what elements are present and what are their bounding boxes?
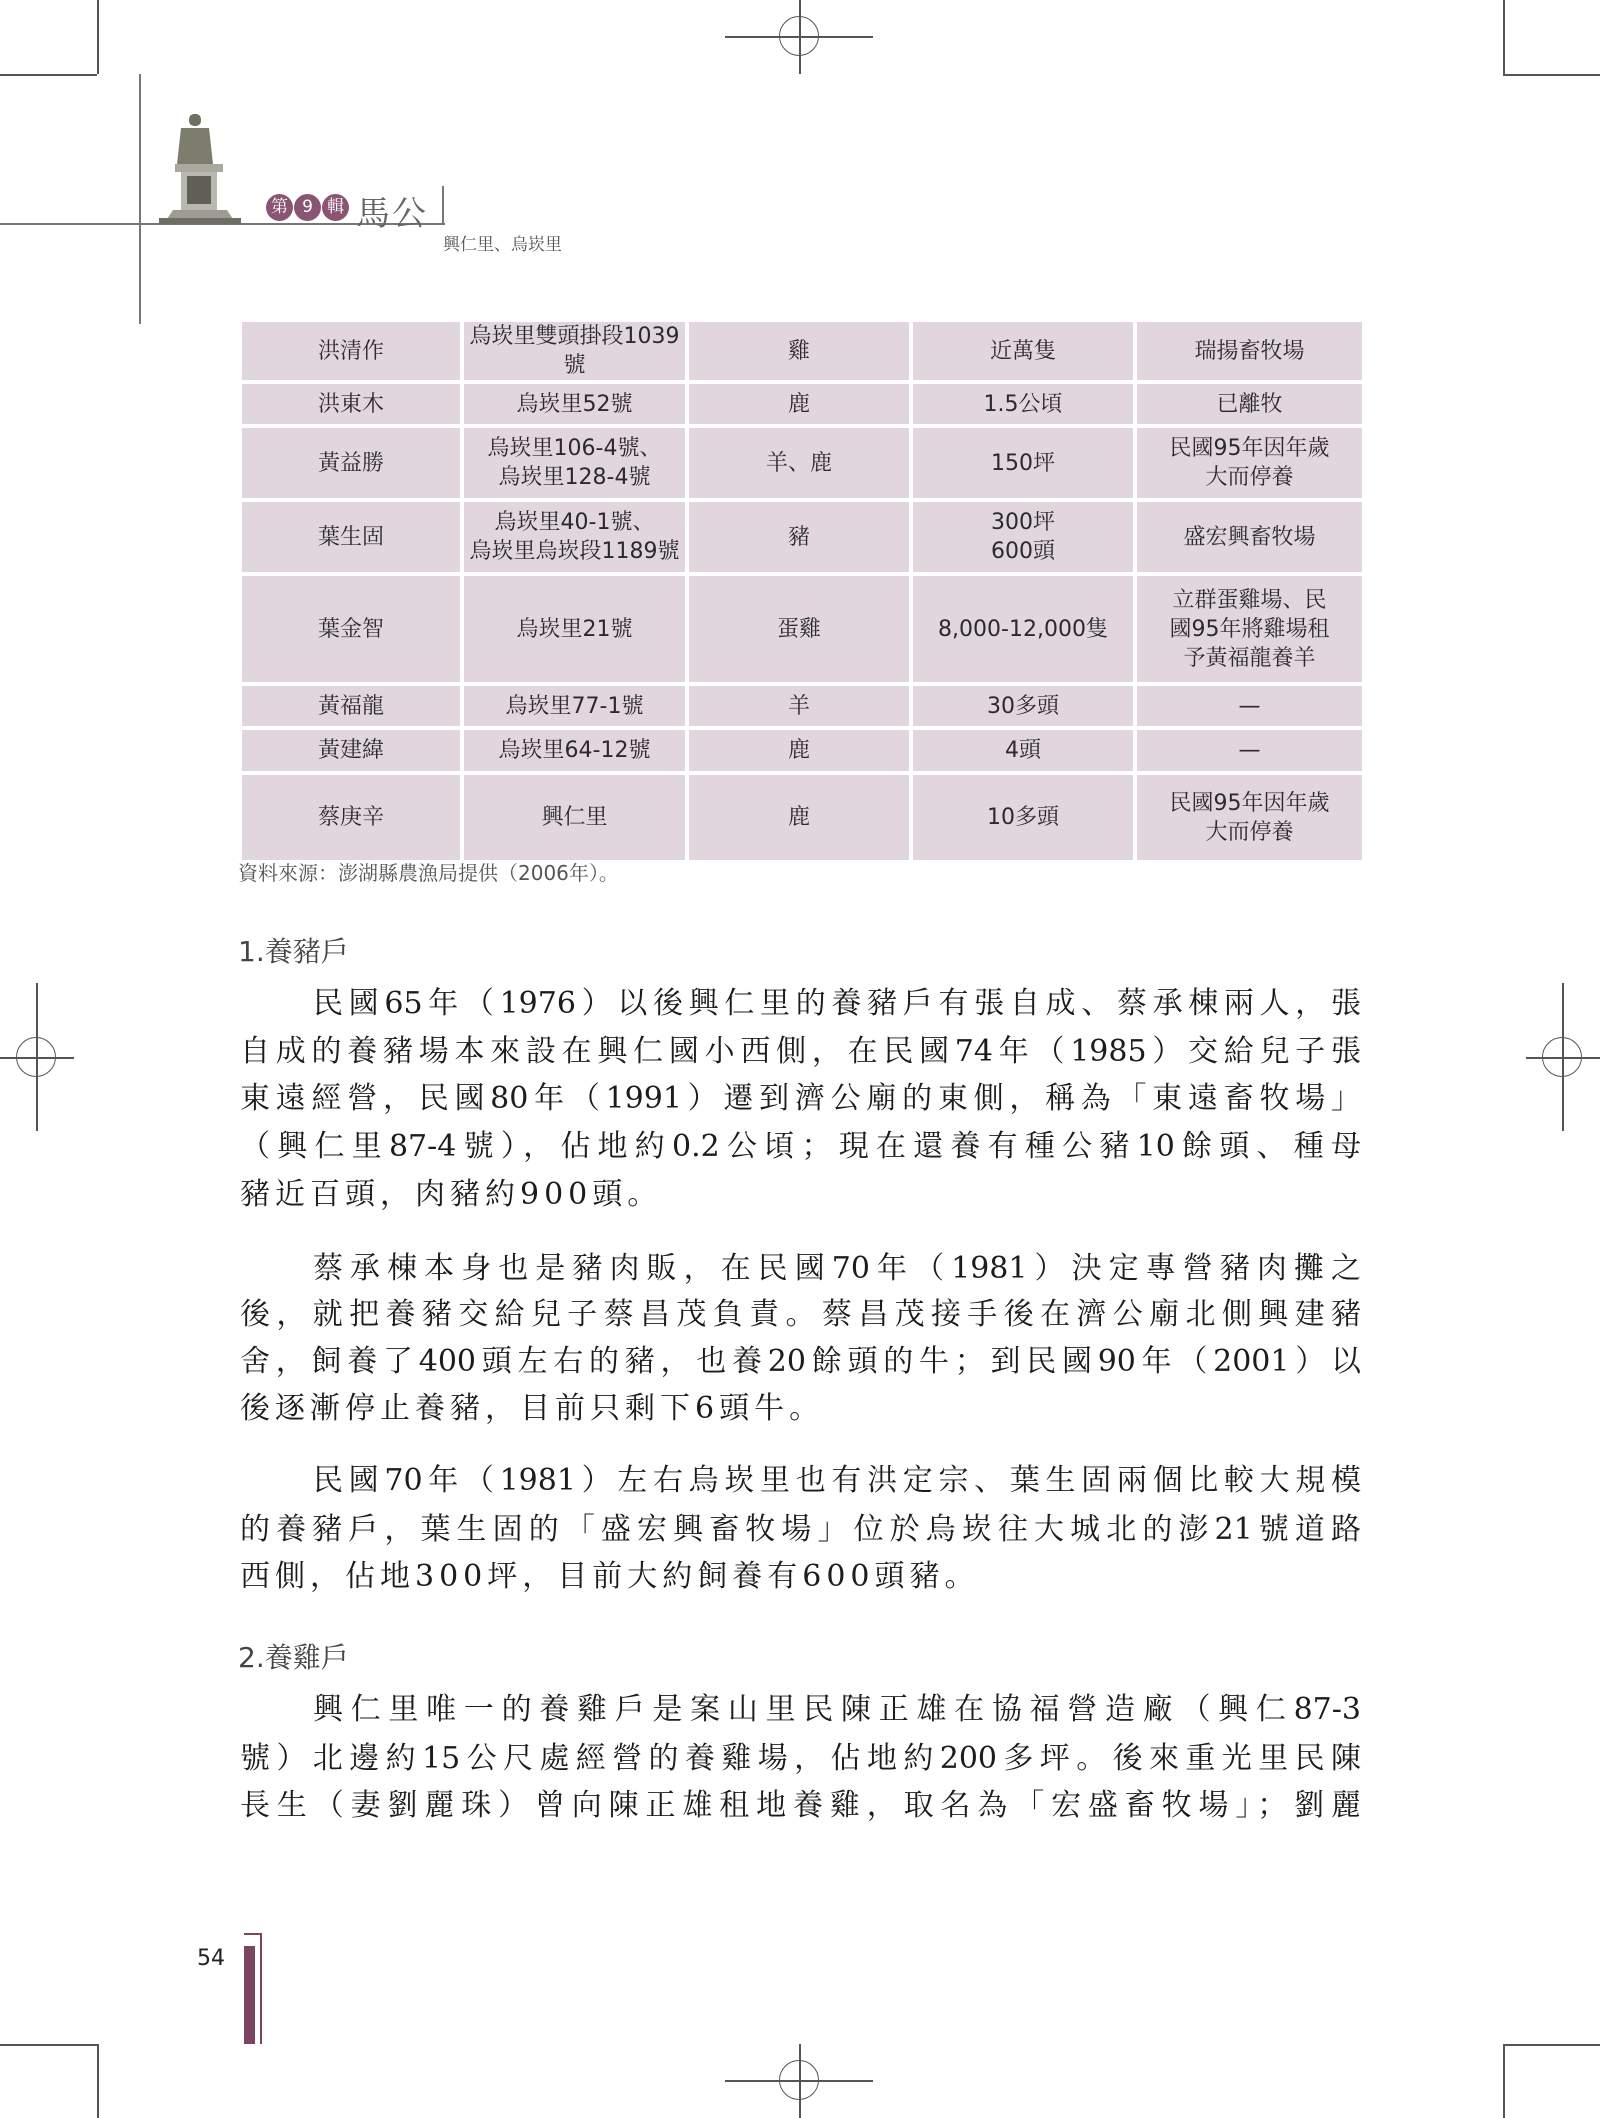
paragraph-line: 東遠經營，民國80年（1991）遷到濟公廟的東側，稱為「東遠畜牧場」	[240, 1081, 1361, 1116]
table-cell: 10多頭	[911, 773, 1135, 862]
paragraph-line: （興仁里87-4號），佔地約0.2公頃；現在還養有種公豬10餘頭、種母	[240, 1129, 1361, 1164]
crop-mark	[0, 2044, 97, 2046]
table-row	[240, 500, 1364, 574]
crop-mark	[1503, 2044, 1600, 2046]
paragraph-line: 長生（妻劉麗珠）曾向陳正雄租地養雞，取名為「宏盛畜牧場」；劉麗	[240, 1788, 1361, 1823]
crop-mark	[1503, 0, 1505, 74]
table-row	[240, 773, 1364, 862]
table-cell: 150坪	[911, 426, 1135, 500]
book-title: 馬公	[356, 194, 428, 234]
table-cell: 瑞揚畜牧場	[1135, 320, 1364, 382]
table-cell: 黃益勝	[240, 426, 462, 500]
table-cell: 雞	[687, 320, 911, 382]
livestock-table	[238, 318, 1366, 864]
registration-mark	[36, 983, 38, 1131]
table-cell: 洪清作	[240, 320, 462, 382]
crop-mark	[97, 2044, 99, 2118]
paragraph-line: 號）北邊約15公尺處經營的養雞場，佔地約200多坪。後來重光里民陳	[240, 1741, 1361, 1776]
volume-badge-2: 9	[294, 194, 321, 221]
paragraph-line: 後，就把養豬交給兒子蔡昌茂負責。蔡昌茂接手後在濟公廟北側興建豬	[240, 1297, 1361, 1332]
table-cell: 民國95年因年歲 大而停養	[1135, 773, 1364, 862]
header-vertical-rule	[139, 74, 141, 324]
registration-mark	[799, 2044, 801, 2118]
table-cell: 8,000-12,000隻	[911, 574, 1135, 684]
table-cell: 烏崁里40-1號、 烏崁里烏崁段1189號	[462, 500, 687, 574]
paragraph-line: 自成的養豬場本來設在興仁國小西側，在民國74年（1985）交給兒子張	[240, 1034, 1361, 1069]
statue-illustration	[155, 110, 245, 224]
paragraph-line: 蔡承棟本身也是豬肉販，在民國70年（1981）決定專營豬肉攤之	[313, 1251, 1361, 1286]
registration-mark	[799, 0, 801, 74]
table-cell: 民國95年因年歲 大而停養	[1135, 426, 1364, 500]
table-cell: 盛宏興畜牧場	[1135, 500, 1364, 574]
table-cell: 羊、鹿	[687, 426, 911, 500]
table-cell: 蔡庚辛	[240, 773, 462, 862]
table-cell: 黃建緯	[240, 728, 462, 773]
paragraph-line: 民國70年（1981）左右烏崁里也有洪定宗、葉生固兩個比較大規模	[313, 1463, 1361, 1498]
table-cell: 鹿	[687, 382, 911, 426]
table-cell: 烏崁里21號	[462, 574, 687, 684]
table-cell: 烏崁里77-1號	[462, 684, 687, 728]
page-accent-line	[244, 1933, 261, 1935]
page-number: 54	[197, 1946, 225, 1971]
table-cell: 烏崁里52號	[462, 382, 687, 426]
table-cell: 洪東木	[240, 382, 462, 426]
chapter-subtitle: 興仁里、烏崁里	[443, 235, 562, 255]
table-row	[240, 728, 1364, 773]
table-row	[240, 684, 1364, 728]
table-cell: —	[1135, 684, 1364, 728]
paragraph-line: 舍，飼養了400頭左右的豬，也養20餘頭的牛；到民國90年（2001）以	[240, 1344, 1361, 1379]
table-cell: —	[1135, 728, 1364, 773]
table-cell: 鹿	[687, 773, 911, 862]
table-cell: 4頭	[911, 728, 1135, 773]
paragraph-line: 民國65年（1976）以後興仁里的養豬戶有張自成、蔡承棟兩人，張	[313, 986, 1361, 1021]
table-cell: 興仁里	[462, 773, 687, 862]
table-cell: 立群蛋雞場、民 國95年將雞場租 予黃福龍養羊	[1135, 574, 1364, 684]
table-row	[240, 574, 1364, 684]
paragraph-line: 西側，佔地300坪，目前大約飼養有600頭豬。	[240, 1559, 980, 1594]
table-cell: 黃福龍	[240, 684, 462, 728]
table-cell: 300坪 600頭	[911, 500, 1135, 574]
table-cell: 烏崁里雙頭掛段1039號	[462, 320, 687, 382]
table-row	[240, 382, 1364, 426]
table-cell: 已離牧	[1135, 382, 1364, 426]
table-cell: 豬	[687, 500, 911, 574]
table-cell: 烏崁里106-4號、 烏崁里128-4號	[462, 426, 687, 500]
table-cell: 羊	[687, 684, 911, 728]
table-cell: 葉金智	[240, 574, 462, 684]
page-accent-bar	[244, 1946, 255, 2044]
table-cell: 1.5公頃	[911, 382, 1135, 426]
page-accent-line	[260, 1933, 262, 2044]
paragraph-line: 後逐漸停止養豬，目前只剩下6頭牛。	[240, 1391, 825, 1426]
volume-badge-3: 輯	[322, 194, 349, 221]
paragraph-line: 豬近百頭，肉豬約900頭。	[240, 1177, 663, 1212]
table-cell: 烏崁里64-12號	[462, 728, 687, 773]
volume-badge-1: 第	[266, 194, 293, 221]
header-title-divider	[442, 186, 444, 223]
crop-mark	[97, 0, 99, 74]
crop-mark	[1503, 2044, 1505, 2118]
table-cell: 30多頭	[911, 684, 1135, 728]
crop-mark	[0, 74, 97, 76]
table-cell: 葉生固	[240, 500, 462, 574]
paragraph-line: 的養豬戶，葉生固的「盛宏興畜牧場」位於烏崁往大城北的澎21號道路	[240, 1512, 1361, 1547]
section-heading-chicken-farmers: 2.養雞戶	[238, 1641, 349, 1674]
crop-mark	[1503, 74, 1600, 76]
table-source-note: 資料來源：澎湖縣農漁局提供（2006年）。	[238, 861, 619, 885]
table-row	[240, 426, 1364, 500]
table-cell: 鹿	[687, 728, 911, 773]
registration-mark	[1562, 983, 1564, 1131]
table-row	[240, 320, 1364, 382]
section-heading-pig-farmers: 1.養豬戶	[238, 935, 349, 968]
table-cell: 近萬隻	[911, 320, 1135, 382]
table-cell: 蛋雞	[687, 574, 911, 684]
paragraph-line: 興仁里唯一的養雞戶是案山里民陳正雄在協福營造廠（興仁87-3	[313, 1692, 1361, 1727]
